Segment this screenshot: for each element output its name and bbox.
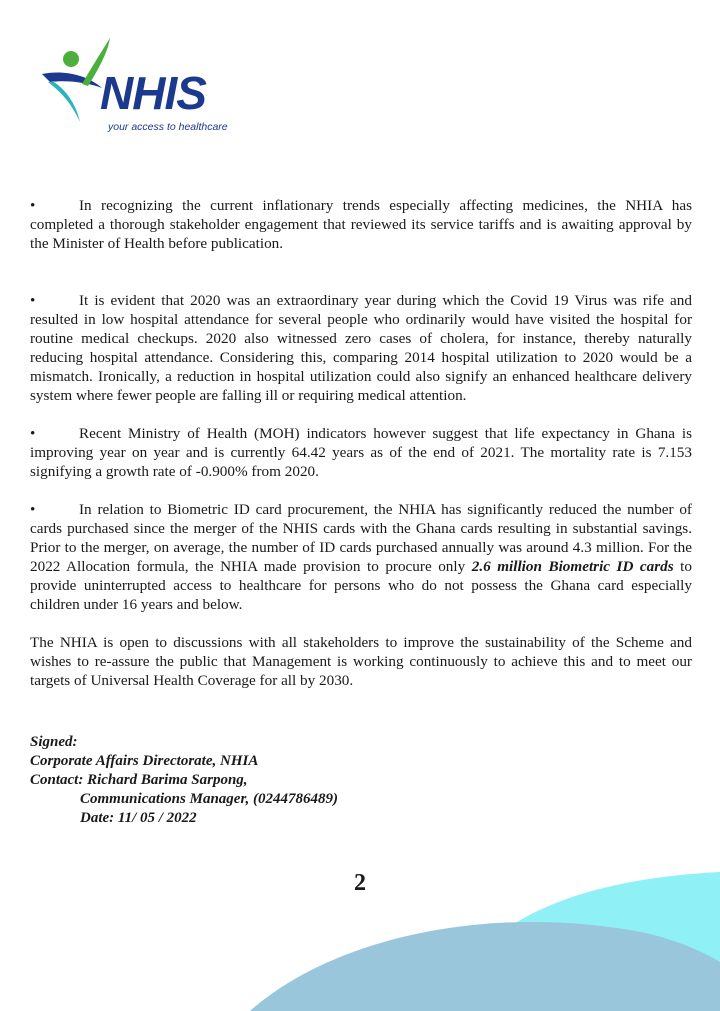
paragraph-covid [30, 291, 692, 405]
paragraph-text: In relation to Biometric ID card procurement, the NHIA has significantly reduced the number of cards purchased since the merger of the NHIS cards with the Ghana cards resulting in substantial savings. Prior to the merger, on average, the number of ID cards purchased annually was around 4.3 million. For the 2022 Allocation formula, the NHIA made provision to procure only [30, 501, 692, 575]
paragraph-tariffs [30, 196, 692, 253]
signed-label: Signed: [30, 734, 78, 750]
bullet-marker: • [30, 425, 36, 442]
logo-tagline: your access to healthcare [108, 121, 228, 133]
paragraph-life-expectancy [30, 424, 692, 481]
paragraph-text: In recognizing the current inflationary trends especially affecting medicines, the NHIA has completed a thorough stakeholder engagement that reviewed its service tariffs and is awaiting approval by the Minister of Health before publication. [30, 197, 692, 252]
letter-body [30, 196, 692, 690]
signature-date: Date: 11/ 05 / 2022 [80, 810, 197, 826]
contact-role: Communications Manager, (0244786489) [80, 791, 338, 807]
paragraph-text: Recent Ministry of Health (MOH) indicators however suggest that life expectancy in Ghana is improving year on year and is currently 64.42 years as of the end of 2021. The mortality rate is 7.153 signifying a growth rate of -0.900% from 2020. [30, 425, 692, 480]
logo-wordmark: NHIS [100, 67, 206, 119]
page-number: 2 [354, 870, 366, 896]
directorate: Corporate Affairs Directorate, NHIA [30, 753, 259, 769]
bullet-marker: • [30, 197, 36, 214]
emphasis-text: 2.6 million Biometric ID cards [471, 558, 674, 575]
bullet-marker: • [30, 501, 36, 518]
signature-block [30, 733, 338, 828]
paragraph-closing: The NHIA is open to discussions with all stakeholders to improve the sustainability of the Scheme and wishes to re-assure the public that Management is working continuously to achieve this and to meet our targets of Universal Health Coverage for all by 2030. [30, 634, 692, 689]
paragraph-text: to provide uninterrupted access to healthcare for persons who do not possess the Ghana card especially children under 16 years and below. [30, 558, 692, 613]
nhis-logo [28, 30, 238, 135]
bullet-marker: • [30, 292, 36, 309]
paragraph-text: It is evident that 2020 was an extraordinary year during which the Covid 19 Virus was rife and resulted in low hospital attendance for several people who ordinarily would have visited the hospital for routine medical checkups. 2020 also witnessed zero cases of cholera, for instance, thereby naturally reducing hospital attendance. Considering this, comparing 2014 hospital utilization to 2020 would be a mismatch. Ironically, a reduction in hospital utilization could also signify an enhanced healthcare delivery system where fewer people are falling ill or requiring medical attention. [30, 292, 692, 404]
contact-name: Contact: Richard Barima Sarpong, [30, 772, 248, 788]
soft-blue-wave [250, 922, 720, 1011]
paragraph-biometric [30, 500, 692, 614]
